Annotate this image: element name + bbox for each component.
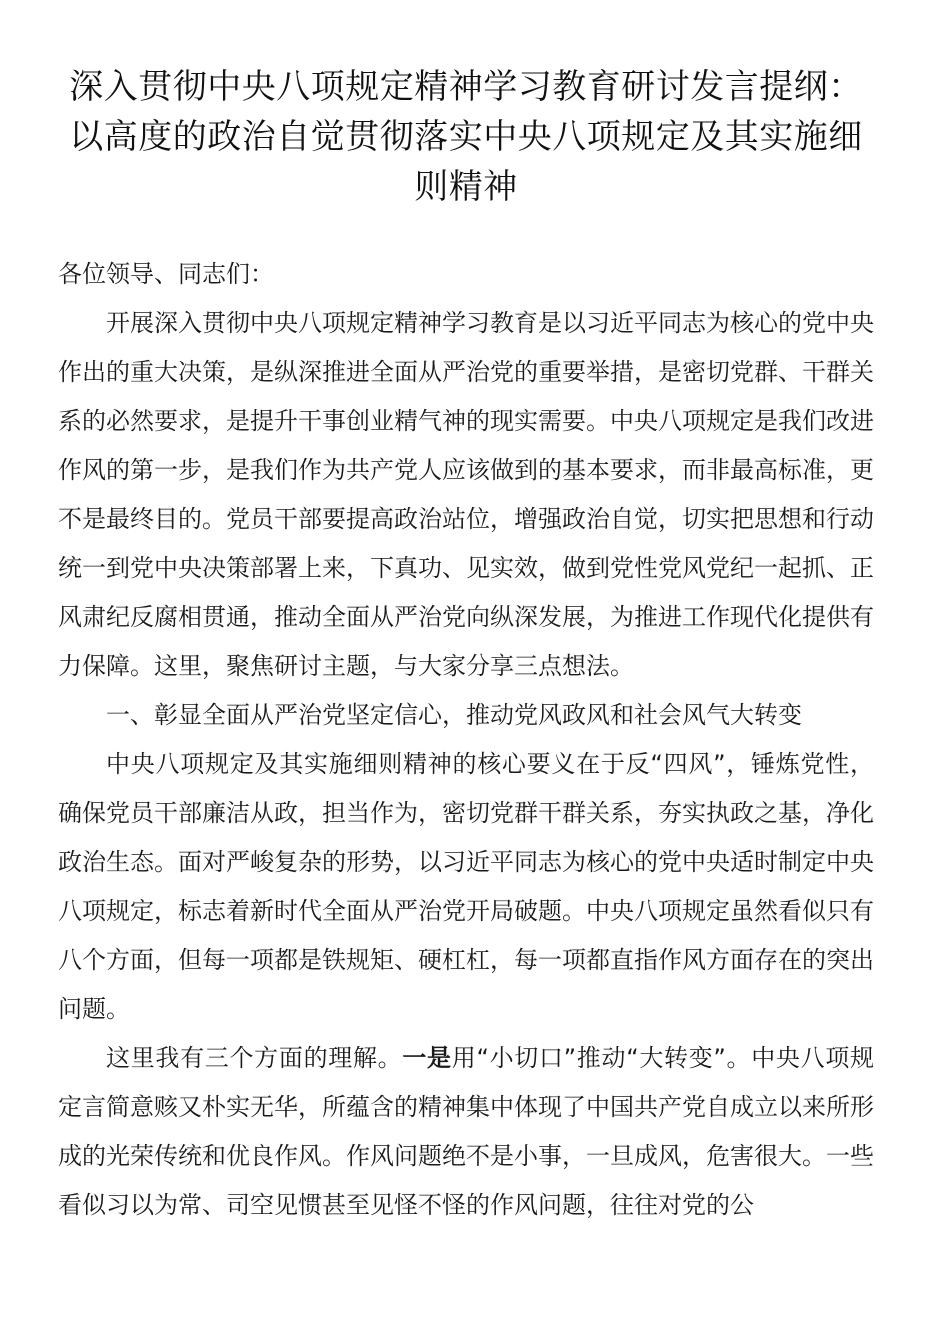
section-one-heading: 一、彰显全面从严治党坚定信心，推动党风政风和社会风气大转变 <box>106 701 802 729</box>
title-line-2: 以高度的政治自觉贯彻落实中央八项规定及其实施细 <box>69 117 863 157</box>
intro-paragraph: 开展深入贯彻中央八项规定精神学习教育是以习近平同志为核心的党中央作出的重大决策，是纵深推进全面从严治党的重要举措，是密切党群、干群关系的必然要求，是提升干事创业精气神的现实需要。中央八项规定是我们改进作风的第一步，是我们作为共产党人应该做到的基本要求，而非最高标准，更不是最终目的。党员干部要提高政治站位，增强政治自觉，切实把思想和行动统一到党中央决策部署上来，下真功、见实效，做到党性党风党纪一起抓、正风肃纪反腐相贯通，推动全面从严治党向纵深发展，为推进工作现代化提供有力保障。这里，聚焦研讨主题，与大家分享三点想法。 <box>58 309 874 680</box>
understanding-paragraph <box>58 1034 874 1230</box>
understanding-first-text: 用“小切口”推动“大转变”。中央八项规定言简意赅又朴实无华，所蕴含的精神集中体现了中国共产党自成立以来所形成的光荣传统和优良作风。作风问题绝不是小事，一旦成风，危害很大。一些看似习以为常、司空见惯甚至见怪不怪的作风问题，往往对党的公 <box>58 1044 875 1219</box>
document-body <box>58 250 874 1230</box>
title-line-1: 深入贯彻中央八项规定精神学习教育研讨发言提纲： <box>69 67 863 107</box>
document-title <box>58 62 874 212</box>
understanding-first-marker: 一是 <box>402 1044 452 1072</box>
salutation: 各位领导、同志们： <box>58 260 274 288</box>
title-line-3: 则精神 <box>414 167 518 207</box>
section-one-paragraph: 中央八项规定及其实施细则精神的核心要义在于反“四风”，锤炼党性，确保党员干部廉洁从政，担当作为，密切党群干群关系，夯实执政之基，净化政治生态。面对严峻复杂的形势，以习近平同志为核心的党中央适时制定中央八项规定，标志着新时代全面从严治党开局破题。中央八项规定虽然看似只有八个方面，但每一项都是铁规矩、硬杠杠，每一项都直指作风方面存在的突出问题。 <box>58 750 874 1023</box>
understanding-lead: 这里我有三个方面的理解。 <box>106 1044 403 1072</box>
